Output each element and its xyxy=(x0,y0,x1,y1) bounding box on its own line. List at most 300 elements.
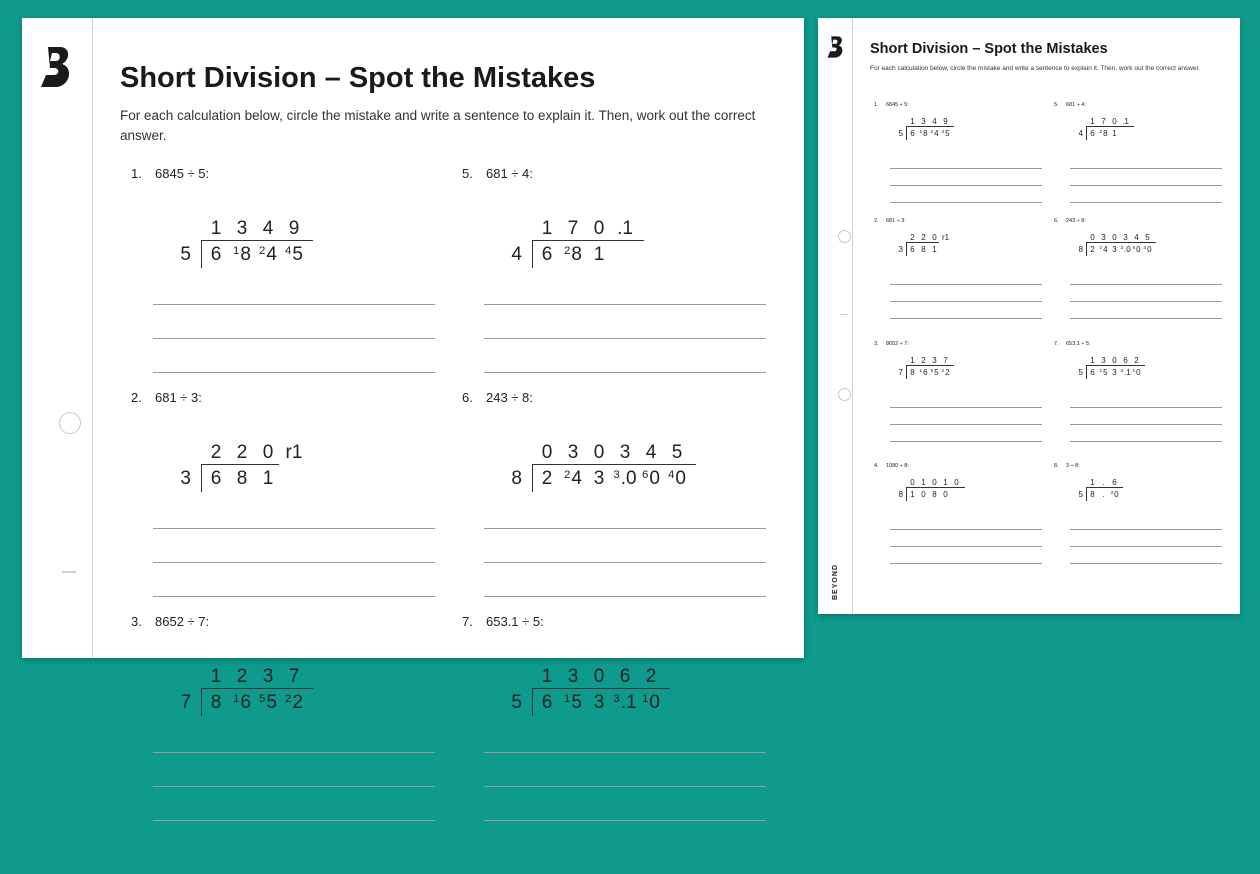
digit: 2 xyxy=(541,468,553,489)
answer-line[interactable] xyxy=(1070,563,1222,564)
digit: 0 xyxy=(649,468,660,489)
quotient-row xyxy=(1087,116,1131,128)
quotient-digit: 9 xyxy=(943,117,948,126)
quotient-digit: 6 xyxy=(1123,356,1128,365)
digit: 8 xyxy=(236,468,248,489)
divisor: 8 xyxy=(511,468,522,489)
dividend-digit xyxy=(907,128,918,140)
carry-digit: 6 xyxy=(1132,246,1136,252)
digit: 5 xyxy=(292,244,303,265)
digit: 6 xyxy=(240,692,251,713)
hole-guide-mark xyxy=(62,571,76,573)
digit: 8 xyxy=(210,692,222,713)
answer-line[interactable] xyxy=(890,301,1042,302)
dividend-digit xyxy=(586,466,612,492)
quotient-digit: 5 xyxy=(1145,233,1150,242)
division-bracket xyxy=(532,240,533,268)
quotient-digit: 1 xyxy=(910,356,915,365)
question-label xyxy=(131,614,209,629)
quotient-digit: 2 xyxy=(910,233,915,242)
digit: .0 xyxy=(620,468,637,489)
quotient-digit: 1 xyxy=(210,666,222,687)
answer-line[interactable] xyxy=(484,786,766,787)
punch-hole xyxy=(838,230,851,243)
dividend-digit xyxy=(586,242,612,268)
dividend-digit xyxy=(664,466,690,494)
answer-line[interactable] xyxy=(1070,185,1222,186)
quotient-digit: 7 xyxy=(288,666,300,687)
answer-line[interactable] xyxy=(1070,407,1222,408)
question-6 xyxy=(462,390,802,650)
answer-line[interactable] xyxy=(1070,168,1222,169)
digit: .0 xyxy=(1124,245,1131,254)
dividend-row xyxy=(534,466,690,494)
answer-line[interactable] xyxy=(890,424,1042,425)
dividend-digit xyxy=(1087,367,1098,379)
carry-digit: 1 xyxy=(919,130,923,136)
quotient-digit: 3 xyxy=(619,442,631,463)
quotient-digit: 2 xyxy=(236,442,248,463)
question-problem: 6845 ÷ 5: xyxy=(886,102,909,108)
carry-digit: 3 xyxy=(613,468,620,481)
answer-line[interactable] xyxy=(890,185,1042,186)
answer-line[interactable] xyxy=(890,202,1042,203)
dividend-row xyxy=(907,489,951,501)
question-problem: 243 ÷ 8: xyxy=(1066,218,1086,224)
carry-digit: 1 xyxy=(233,244,240,257)
answer-line[interactable] xyxy=(153,304,435,305)
answer-line[interactable] xyxy=(1070,284,1222,285)
quotient-row xyxy=(907,232,951,244)
quotient-digit: 1 xyxy=(943,478,948,487)
quotient-digit: 4 xyxy=(645,442,657,463)
dividend-digit xyxy=(229,242,255,270)
digit: 8 xyxy=(571,244,582,265)
quotient-digit: 0 xyxy=(593,666,605,687)
question-6 xyxy=(1054,218,1229,338)
answer-line[interactable] xyxy=(484,752,766,753)
carry-digit: 2 xyxy=(564,244,571,257)
digit: 4 xyxy=(934,129,939,138)
digit: 1 xyxy=(910,490,915,499)
question-label xyxy=(1054,341,1090,347)
digit: .1 xyxy=(1124,368,1131,377)
answer-line[interactable] xyxy=(890,441,1042,442)
question-4 xyxy=(874,463,1049,583)
question-problem: 681 ÷ 4: xyxy=(1066,102,1086,108)
dividend-digit xyxy=(929,128,940,142)
quotient-digit: 7 xyxy=(1101,117,1106,126)
instructions: For each calculation below, circle the mistake and write a sentence to explain it. Then, work out the correct answer. xyxy=(120,108,756,143)
carry-digit: 3 xyxy=(1120,246,1123,252)
dividend-digit xyxy=(1087,489,1098,501)
quotient-digit: 5 xyxy=(671,442,683,463)
dividend-digit xyxy=(612,690,638,718)
digit: 0 xyxy=(675,468,686,489)
carry-digit: 4 xyxy=(668,468,675,481)
quotient-row xyxy=(534,440,690,466)
answer-line[interactable] xyxy=(1070,424,1222,425)
dividend-digit xyxy=(1087,128,1098,140)
dividend-digit xyxy=(940,128,951,142)
question-number: 7. xyxy=(462,614,473,629)
question-problem: 8652 ÷ 7: xyxy=(886,341,909,347)
quotient-digit: 1 xyxy=(1090,478,1095,487)
question-label xyxy=(131,390,202,405)
answer-line[interactable] xyxy=(484,372,766,373)
question-label xyxy=(874,463,909,469)
quotient-digit: 9 xyxy=(288,218,300,239)
question-label xyxy=(1054,463,1080,469)
quotient-digit: 7 xyxy=(567,218,579,239)
carry-digit: 2 xyxy=(564,468,571,481)
digit: 4 xyxy=(266,244,277,265)
question-7 xyxy=(1054,341,1229,461)
question-number: 5. xyxy=(462,166,473,181)
quotient-digit: 2 xyxy=(1134,356,1139,365)
answer-line[interactable] xyxy=(153,752,435,753)
division-bracket xyxy=(532,688,533,716)
question-8 xyxy=(1054,463,1229,583)
carry-digit: 1 xyxy=(919,369,923,375)
dividend-row xyxy=(1087,489,1120,503)
question-2 xyxy=(131,390,471,650)
dividend-digit xyxy=(534,242,560,268)
dividend-row xyxy=(534,242,612,270)
divisor: 5 xyxy=(1078,368,1083,377)
hole-guide-mark xyxy=(840,314,848,315)
divisor: 5 xyxy=(898,129,903,138)
digit: .1 xyxy=(620,692,637,713)
digit: 6 xyxy=(1090,368,1095,377)
answer-line[interactable] xyxy=(153,372,435,373)
dividend-digit xyxy=(281,690,307,718)
answer-line[interactable] xyxy=(153,596,435,597)
carry-digit: 5 xyxy=(930,369,934,375)
question-problem: 8652 ÷ 7: xyxy=(155,614,210,629)
quotient-digit: .1 xyxy=(617,218,633,239)
answer-line[interactable] xyxy=(484,596,766,597)
answer-line[interactable] xyxy=(153,786,435,787)
dividend-row xyxy=(907,128,951,142)
question-number: 1. xyxy=(131,166,142,181)
digit: 6 xyxy=(1090,129,1095,138)
division-bracket xyxy=(532,464,533,492)
quotient-digit: 4 xyxy=(932,117,937,126)
quotient-digit: 1 xyxy=(541,666,553,687)
answer-line[interactable] xyxy=(1070,202,1222,203)
divisor: 7 xyxy=(180,692,191,713)
question-1 xyxy=(131,166,471,426)
dividend-row xyxy=(1087,367,1142,381)
question-3 xyxy=(874,341,1049,461)
dividend-digit xyxy=(203,242,229,268)
quotient-digit: 3 xyxy=(932,356,937,365)
divisor: 5 xyxy=(180,244,191,265)
digit: 0 xyxy=(943,490,948,499)
answer-line[interactable] xyxy=(484,528,766,529)
divisor: 8 xyxy=(1078,245,1083,254)
question-2 xyxy=(874,218,1049,338)
digit: 5 xyxy=(266,692,277,713)
question-number: 6. xyxy=(462,390,473,405)
dividend-digit xyxy=(1131,367,1142,381)
quotient-digit: 0 xyxy=(593,218,605,239)
dividend-digit xyxy=(586,690,612,716)
digit: 8 xyxy=(910,368,915,377)
quotient-digit: 2 xyxy=(645,666,657,687)
answer-line[interactable] xyxy=(1070,441,1222,442)
carry-digit: 3 xyxy=(613,692,620,705)
dividend-digit xyxy=(929,367,940,381)
quotient-digit: 3 xyxy=(262,666,274,687)
answer-line[interactable] xyxy=(484,304,766,305)
dividend-digit xyxy=(1109,367,1120,379)
dividend-digit xyxy=(534,690,560,716)
dividend-digit xyxy=(203,690,229,716)
quotient-row xyxy=(203,440,307,466)
answer-line[interactable] xyxy=(153,562,435,563)
quotient-digit: 3 xyxy=(1123,233,1128,242)
dividend-digit xyxy=(560,466,586,494)
quotient-digit: 2 xyxy=(210,442,222,463)
digit: 0 xyxy=(921,490,926,499)
quotient-digit: 1 xyxy=(210,218,222,239)
quotient-row xyxy=(534,664,664,690)
quotient-row xyxy=(907,355,951,367)
divisor: 5 xyxy=(511,692,522,713)
dividend-digit xyxy=(203,466,229,492)
answer-line[interactable] xyxy=(153,528,435,529)
digit: 3 xyxy=(593,692,605,713)
dividend-row xyxy=(203,242,307,270)
quotient-digit: 0 xyxy=(954,478,959,487)
division-bracket xyxy=(201,240,202,268)
digit: 6 xyxy=(210,468,222,489)
punch-hole xyxy=(838,388,851,401)
quotient-digit: 6 xyxy=(619,666,631,687)
worksheet-page-full xyxy=(818,18,1240,614)
question-label xyxy=(874,218,906,224)
dividend-row xyxy=(203,466,281,492)
beyond-b-logo-icon xyxy=(827,35,845,59)
quotient-digit: . xyxy=(1102,478,1105,487)
digit: 2 xyxy=(292,692,303,713)
quotient-digit: 1 xyxy=(1090,356,1095,365)
digit: . xyxy=(1102,490,1105,499)
question-label xyxy=(1054,218,1086,224)
carry-digit: 2 xyxy=(930,130,934,136)
remainder: r1 xyxy=(285,442,303,463)
answer-line[interactable] xyxy=(153,338,435,339)
digit: 8 xyxy=(923,129,928,138)
quotient-digit: 0 xyxy=(932,233,937,242)
divisor: 3 xyxy=(180,468,191,489)
carry-digit: 5 xyxy=(259,692,266,705)
question-number: 3. xyxy=(131,614,142,629)
question-problem: 681 ÷ 3: xyxy=(155,390,202,405)
dividend-digit xyxy=(918,128,929,142)
worksheet-page-zoomed xyxy=(22,18,804,713)
digit: 3 xyxy=(1112,245,1117,254)
answer-line[interactable] xyxy=(890,168,1042,169)
answer-line[interactable] xyxy=(890,546,1042,547)
dividend-digit xyxy=(1120,367,1131,381)
digit: 8 xyxy=(1103,129,1108,138)
answer-line[interactable] xyxy=(484,562,766,563)
dividend-digit xyxy=(534,466,560,492)
quotient-digit: 0 xyxy=(1112,117,1117,126)
digit: 1 xyxy=(932,245,937,254)
divisor: 5 xyxy=(1078,490,1083,499)
carry-digit: 6 xyxy=(642,468,649,481)
digit: 2 xyxy=(1090,245,1095,254)
digit: 6 xyxy=(541,244,553,265)
dividend-digit xyxy=(918,489,929,501)
answer-line[interactable] xyxy=(153,820,435,821)
digit: 5 xyxy=(1103,368,1108,377)
dividend-digit xyxy=(281,242,307,270)
dividend-row xyxy=(534,690,664,718)
dividend-digit xyxy=(1109,489,1120,503)
quotient-row xyxy=(203,664,307,690)
dividend-digit xyxy=(638,466,664,494)
divisor: 4 xyxy=(1078,129,1083,138)
answer-line[interactable] xyxy=(890,318,1042,319)
question-problem: 653.1 ÷ 5: xyxy=(486,614,544,629)
dividend-row xyxy=(1087,128,1120,142)
quotient-digit: 6 xyxy=(1112,478,1117,487)
quotient-row xyxy=(1087,355,1142,367)
question-label xyxy=(874,102,909,108)
brand-wordmark: BEYOND xyxy=(832,564,839,600)
answer-line[interactable] xyxy=(1070,318,1222,319)
question-number: 7. xyxy=(1054,341,1059,347)
quotient-digit: 0 xyxy=(541,442,553,463)
carry-digit: 2 xyxy=(1099,130,1103,136)
dividend-digit xyxy=(1109,128,1120,140)
quotient-digit: 2 xyxy=(921,233,926,242)
dividend-digit xyxy=(940,489,951,501)
question-5 xyxy=(1054,102,1229,222)
answer-line[interactable] xyxy=(890,407,1042,408)
question-number: 3. xyxy=(874,341,879,347)
question-label xyxy=(462,614,544,629)
answer-line[interactable] xyxy=(484,338,766,339)
digit: 6 xyxy=(210,244,222,265)
answer-line[interactable] xyxy=(890,563,1042,564)
quotient-digit: 2 xyxy=(921,356,926,365)
quotient-row xyxy=(1087,477,1120,489)
quotient-digit: 3 xyxy=(1101,233,1106,242)
quotient-digit: 0 xyxy=(1112,356,1117,365)
quotient-digit: 3 xyxy=(567,666,579,687)
answer-line[interactable] xyxy=(1070,301,1222,302)
question-problem: 3 ÷ 8: xyxy=(1066,463,1080,469)
division-bracket xyxy=(201,464,202,492)
quotient-row xyxy=(907,116,951,128)
digit: 0 xyxy=(1136,368,1141,377)
answer-line[interactable] xyxy=(484,820,766,821)
remainder: r1 xyxy=(941,233,950,242)
quotient-digit: 3 xyxy=(236,218,248,239)
question-label xyxy=(462,390,533,405)
question-7 xyxy=(462,614,802,874)
digit: 8 xyxy=(932,490,937,499)
question-number: 6. xyxy=(1054,218,1059,224)
dividend-digit xyxy=(1098,128,1109,142)
answer-line[interactable] xyxy=(1070,529,1222,530)
margin-line xyxy=(92,18,93,658)
answer-line[interactable] xyxy=(890,284,1042,285)
digit: 6 xyxy=(910,129,915,138)
digit: 3 xyxy=(593,468,605,489)
dividend-digit xyxy=(929,489,940,501)
punch-hole xyxy=(59,412,81,434)
dividend-digit xyxy=(918,367,929,381)
question-number: 2. xyxy=(874,218,879,224)
quotient-digit: 3 xyxy=(567,442,579,463)
quotient-digit: 0 xyxy=(910,478,915,487)
answer-line[interactable] xyxy=(1070,546,1222,547)
quotient-digit: .1 xyxy=(1122,117,1129,126)
digit: 8 xyxy=(240,244,251,265)
carry-digit: 4 xyxy=(285,244,292,257)
quotient-digit: 4 xyxy=(262,218,274,239)
digit: 5 xyxy=(571,692,582,713)
dividend-digit xyxy=(1142,244,1153,258)
dividend-digit xyxy=(1087,244,1098,256)
question-label xyxy=(874,341,909,347)
margin-line xyxy=(852,18,853,614)
question-number: 1. xyxy=(874,102,879,108)
digit: 0 xyxy=(1147,245,1152,254)
carry-digit: 4 xyxy=(1143,246,1147,252)
dividend-digit xyxy=(560,690,586,718)
quotient-digit: 1 xyxy=(921,478,926,487)
dividend-digit xyxy=(255,690,281,718)
page-title: Short Division – Spot the Mistakes xyxy=(870,41,1108,57)
dividend-digit xyxy=(1131,244,1142,258)
answer-line[interactable] xyxy=(890,529,1042,530)
digit: 6 xyxy=(541,692,553,713)
question-problem: 681 ÷ 3: xyxy=(886,218,906,224)
quotient-digit: 0 xyxy=(593,442,605,463)
digit: 6 xyxy=(910,245,915,254)
digit: 8 xyxy=(921,245,926,254)
digit: 4 xyxy=(571,468,582,489)
divisor: 3 xyxy=(898,245,903,254)
question-3 xyxy=(131,614,471,874)
question-1 xyxy=(874,102,1049,222)
carry-digit: 3 xyxy=(1120,369,1123,375)
dividend-row xyxy=(907,244,940,256)
question-problem: 1080 ÷ 8: xyxy=(886,463,909,469)
dividend-digit xyxy=(612,466,638,494)
quotient-digit: 0 xyxy=(1090,233,1095,242)
digit: 1 xyxy=(593,244,605,265)
quotient-digit: 3 xyxy=(921,117,926,126)
digit: 4 xyxy=(1103,245,1108,254)
digit: 1 xyxy=(262,468,274,489)
dividend-digit xyxy=(1098,489,1109,501)
dividend-digit xyxy=(1098,367,1109,381)
question-label xyxy=(131,166,209,181)
digit: 5 xyxy=(934,368,939,377)
dividend-row xyxy=(1087,244,1153,258)
quotient-digit: 1 xyxy=(541,218,553,239)
question-problem: 6845 ÷ 5: xyxy=(155,166,210,181)
